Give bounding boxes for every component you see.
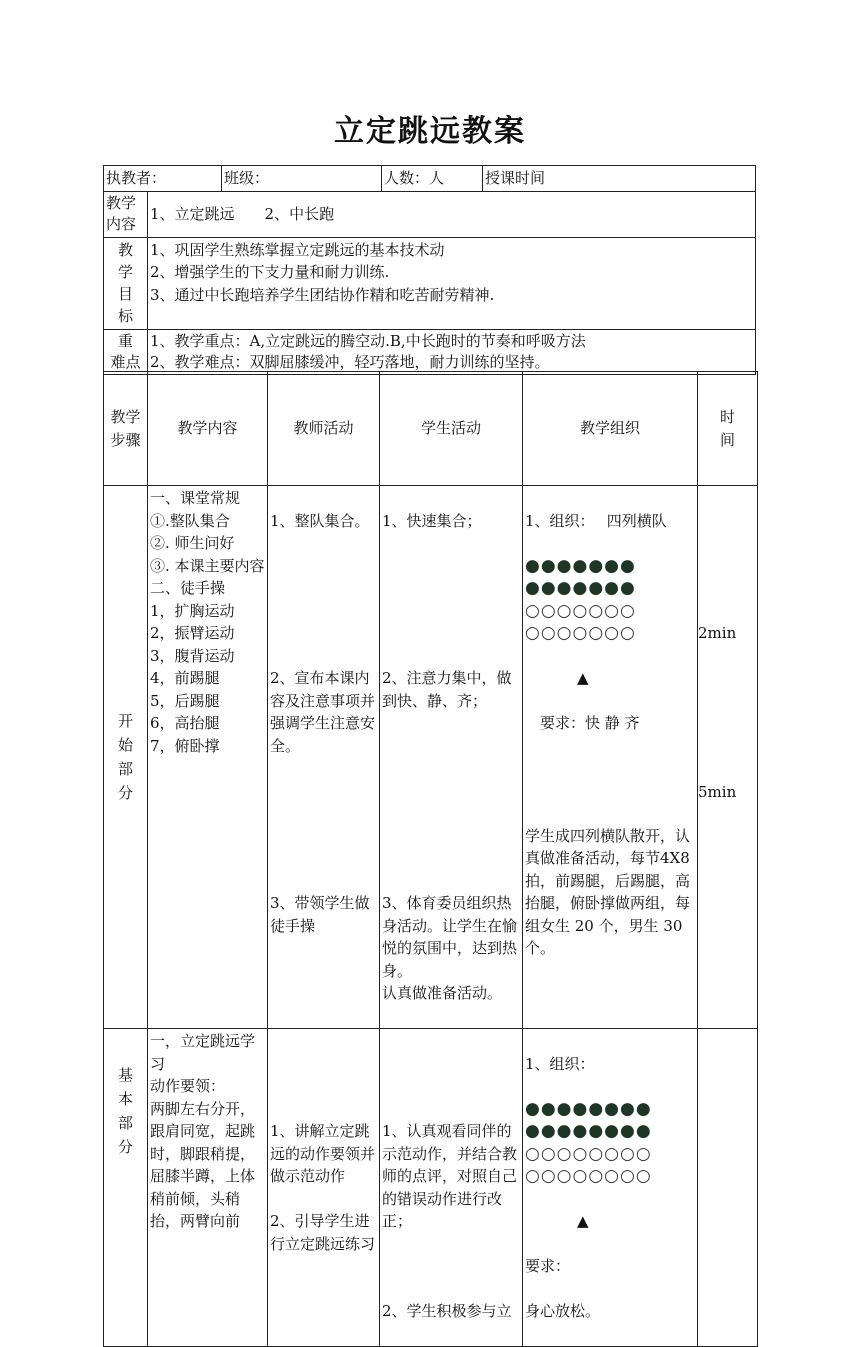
start-time-1: 2min: [698, 624, 737, 642]
column-header-teacher: 教师活动: [268, 372, 380, 486]
key-text: 1、教学重点：A,立定跳远的腾空动.B,中长跑时的节奏和呼吸方法 2、教学难点：双脚屈膝缓冲，轻巧落地，耐力训练的坚持。: [148, 329, 756, 374]
column-header-organization: 教学组织: [523, 372, 698, 486]
formation-row-hollow: ○○○○○○○: [525, 623, 636, 643]
start-teacher-2: 2、宣布本课内容及注意事项并强调学生注意安全。: [270, 669, 376, 755]
page-title: 立定跳远教案: [334, 114, 526, 149]
start-student-activity: [380, 486, 523, 1029]
formation-row-filled: ●●●●●●●: [525, 578, 636, 598]
basic-teacher-2: 2、引导学生进行立定跳远练习: [270, 1212, 376, 1253]
basic-org-requirement: 要求：: [525, 1257, 571, 1275]
column-header-time: 时 间: [698, 372, 758, 486]
basic-teacher-activity: [268, 1029, 380, 1347]
basic-org-heading: 1、组织：: [525, 1054, 595, 1073]
basic-content: 一，立定跳远学习 动作要领： 两脚左右分开，跟肩同宽，起跳时，脚跟稍提，屈膝半蹲，上体稍前倾，头稍抬，两臂向前: [148, 1029, 268, 1347]
start-org-text: 学生成四列横队散开，认真做准备活动，每节4X8 拍，前踢腿，后踢腿，高抬腿，俯卧撑做两组，每组女生 20 个，男生 30 个。: [525, 826, 691, 957]
table-row: [104, 1029, 758, 1347]
formation-row-filled: ●●●●●●●: [525, 555, 636, 576]
start-student-3: 3、体育委员组织热身活动。让学生在愉悦的氛围中，达到热身。 认真做准备活动。: [382, 894, 518, 1002]
formation-row-hollow: ○○○○○○○○: [525, 1143, 652, 1164]
column-header-student: 学生活动: [380, 372, 523, 486]
start-org-heading: 1、组织： 四列横队: [525, 511, 667, 530]
start-student-1: 1、快速集合；: [382, 511, 482, 530]
time-label: 授课时间: [483, 166, 756, 192]
column-header-content: 教学内容: [148, 372, 268, 486]
formation-row-hollow: ○○○○○○○○: [525, 1166, 652, 1186]
basic-organization: [523, 1029, 698, 1347]
teacher-triangle-icon: ▲: [577, 669, 589, 687]
basic-student-2: 2、学生积极参与立: [382, 1301, 512, 1320]
basic-time: [698, 1029, 758, 1347]
basic-org-text: 身心放松。: [525, 1302, 601, 1320]
formation-row-hollow: ○○○○○○○: [525, 600, 636, 621]
content-label: 教学 内容: [104, 191, 148, 237]
basic-student-1: 1、认真观看同伴的示范动作，并结合教师的点评，对照自己的错误动作进行改正；: [382, 1122, 518, 1230]
start-teacher-1: 1、整队集合。: [270, 511, 370, 530]
start-content: 一、课堂常规 ①.整队集合 ②. 师生问好 ③. 本课主要内容 二、徒手操 1，扩胸运动 2，振臂运动 3，腹背运动 4，前踢腿 5，后踢腿 6，高抬腿 7，俯卧撑: [148, 486, 268, 1029]
lesson-info-table: [103, 165, 756, 375]
start-time: [698, 486, 758, 1029]
start-organization: [523, 486, 698, 1029]
start-time-2: 5min: [698, 782, 737, 801]
start-student-2: 2、注意力集中，做到快、静、齐；: [382, 669, 512, 710]
key-label: 重 难点: [104, 329, 148, 374]
basic-teacher-1: 1、讲解立定跳远的动作要领并做示范动作: [270, 1122, 376, 1185]
content-text: 1、立定跳远 2、中长跑: [148, 191, 756, 237]
start-teacher-3: 3、带领学生做徒手操: [270, 894, 370, 935]
count-label: 人数：人: [382, 166, 483, 192]
start-org-requirement: 要求：快 静 齐: [525, 714, 640, 732]
section-name-basic: 基 本 部 分: [104, 1029, 148, 1347]
teacher-label: 执教者：: [104, 166, 222, 192]
formation-diagram: [525, 555, 695, 645]
goal-text: 1、巩固学生熟练掌握立定跳远的基本技术动 2、增强学生的下支力量和耐力训练. 3、通过中长跑培养学生团结协作精和吃苦耐劳精神.: [148, 237, 756, 329]
section-name-start: 开 始 部 分: [104, 486, 148, 1029]
formation-row-filled: ●●●●●●●●: [525, 1098, 652, 1119]
lesson-steps-table: [103, 371, 758, 1347]
basic-student-activity: [380, 1029, 523, 1347]
class-label: 班级：: [222, 166, 382, 192]
table-row: [104, 486, 758, 1029]
formation-diagram: [525, 1098, 695, 1188]
column-header-steps: 教学 步骤: [104, 372, 148, 486]
goal-label: 教 学 目 标: [104, 237, 148, 329]
formation-row-filled: ●●●●●●●●: [525, 1121, 652, 1141]
start-teacher-activity: [268, 486, 380, 1029]
teacher-triangle-icon: ▲: [577, 1212, 589, 1230]
